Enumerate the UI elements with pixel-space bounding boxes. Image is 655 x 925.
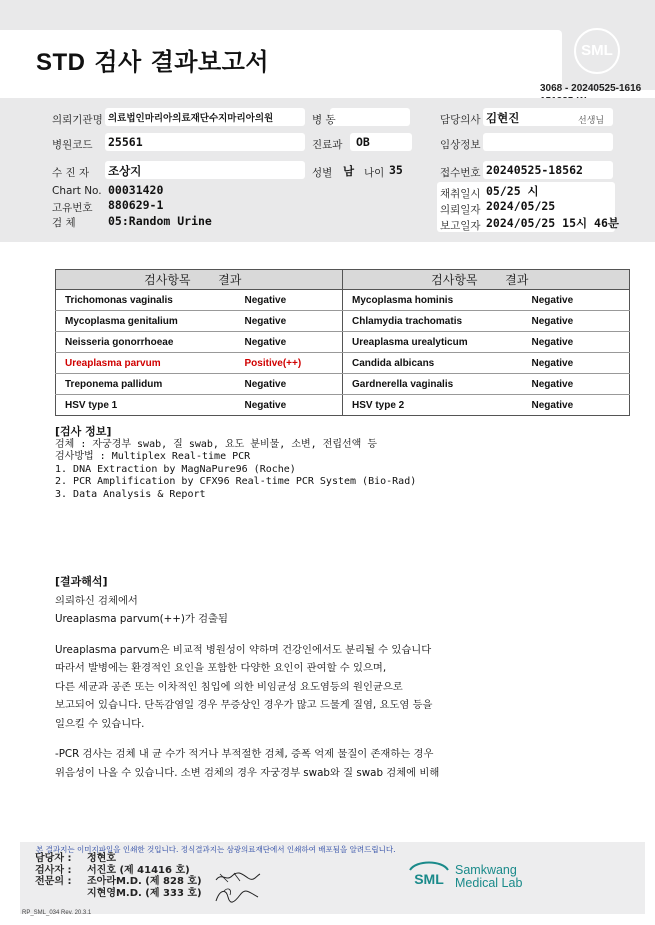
table-row xyxy=(56,290,630,311)
report-title xyxy=(36,42,269,77)
test-result-positive: Positive(++) xyxy=(236,353,343,374)
col-result-right: 결과 xyxy=(505,273,529,287)
interp-line: Ureaplasma parvum은 비교적 병원성이 약하며 건강인에서도 분리될 수 있습니다 xyxy=(55,643,432,656)
title-main: 검사 결과보고서 xyxy=(85,48,269,76)
test-result: Negative xyxy=(523,290,630,311)
sex-value: 남 xyxy=(343,164,355,178)
test-result: Negative xyxy=(236,374,343,395)
receipt-value: 20240525-18562 xyxy=(486,163,583,177)
test-result: Negative xyxy=(523,395,630,416)
test-result: Negative xyxy=(523,311,630,332)
test-name: Candida albicans xyxy=(343,353,523,374)
test-info-line: 검체 : 자궁경부 swab, 질 swab, 요도 분비물, 소변, 전립선액 등 xyxy=(55,438,378,450)
hosp-code-label: 병원코드 xyxy=(52,139,93,151)
test-name: Neisseria gonorrhoeae xyxy=(56,332,236,353)
clinical-label: 임상정보 xyxy=(440,139,481,151)
lab-name-line-1: Samkwang xyxy=(455,863,517,877)
lab-name xyxy=(455,864,522,890)
paragraph-gap xyxy=(55,629,635,641)
staff-name: 조아라M.D. (제 828 호) xyxy=(87,876,202,887)
dept-label: 진료과 xyxy=(312,139,343,151)
svg-text:SML: SML xyxy=(414,871,444,887)
staff-role: 검사자 : xyxy=(35,864,72,876)
specimen-label: 검 체 xyxy=(52,217,76,229)
test-result: Negative xyxy=(236,290,343,311)
table-row xyxy=(56,395,630,416)
test-info-line: 2. PCR Amplification by CFX96 Real-time PCR System (Bio-Rad) xyxy=(55,476,417,487)
test-info-line: 검사방법 : Multiplex Real-time PCR xyxy=(55,451,251,462)
table-header-left xyxy=(56,270,343,290)
sml-logo-icon xyxy=(406,860,452,888)
report-label: 보고일자 xyxy=(440,220,481,232)
patient-label: 수 진 자 xyxy=(52,167,90,179)
hosp-code-value: 25561 xyxy=(108,135,143,149)
col-result-left: 결과 xyxy=(218,273,242,287)
table-row xyxy=(56,332,630,353)
interp-line: 따라서 발병에는 환경적인 요인을 포함한 다양한 요인이 관여할 수 있으며, xyxy=(55,662,387,674)
footer-notice: 본 결과지는 이미지파일을 인쇄한 것입니다. 정식결과지는 삼광의료재단에서 인쇄하여 배포됨을 알려드립니다. xyxy=(36,845,396,854)
form-number: RP_SML_034 Rev. 20.3.1 xyxy=(22,910,92,916)
request-value: 2024/05/25 xyxy=(486,199,556,213)
test-name: Trichomonas vaginalis xyxy=(56,290,236,311)
doc-no-line-1: 3068 - 20240525-1616 xyxy=(540,83,642,94)
specimen-value: 05:Random Urine xyxy=(108,214,212,228)
test-info-heading: [검사 정보] xyxy=(55,425,112,438)
interp-line: 일으킬 수 있습니다. xyxy=(55,717,145,730)
staff-row xyxy=(35,876,202,888)
test-name: HSV type 2 xyxy=(343,395,523,416)
table-row xyxy=(56,353,630,374)
staff-row xyxy=(35,888,202,900)
dept-value: OB xyxy=(356,135,370,149)
lab-name-line-2: Medical Lab xyxy=(455,876,523,890)
sml-logo-header xyxy=(574,28,620,74)
collect-label: 채취일시 xyxy=(440,188,481,200)
age-value: 35 xyxy=(389,163,403,177)
interp-line: 위음성이 나올 수 있습니다. 소변 검체의 경우 자궁경부 swab와 질 swab 검체에 비해 xyxy=(55,766,440,779)
staff-name: 지현영M.D. (제 333 호) xyxy=(87,887,202,899)
report-value: 2024/05/25 15시 46분 xyxy=(486,216,619,230)
test-result: Negative xyxy=(236,332,343,353)
results-table xyxy=(55,269,630,416)
col-item-left: 검사항목 xyxy=(144,273,191,287)
staff-role: 전문의 : xyxy=(35,876,72,887)
test-result: Negative xyxy=(236,395,343,416)
test-name: Gardnerella vaginalis xyxy=(343,374,523,395)
test-result: Negative xyxy=(523,332,630,353)
hospital-value: 의료법인마리아의료재단수지마리아의원 xyxy=(108,113,274,124)
doctor-suffix: 선생님 xyxy=(578,116,605,126)
chart-label: Chart No. xyxy=(52,185,102,197)
test-name-positive: Ureaplasma parvum xyxy=(56,353,236,374)
test-name: Mycoplasma genitalium xyxy=(56,311,236,332)
age-label: 나이 xyxy=(364,167,385,179)
receipt-label: 접수번호 xyxy=(440,167,481,179)
staff-list xyxy=(35,853,202,899)
interp-line: 다른 세균과 공존 또는 이차적인 침입에 의한 비임균성 요도염등의 원인균으로 xyxy=(55,680,403,693)
interpretation-heading: [결과해석] xyxy=(55,575,108,588)
test-info-line: 3. Data Analysis & Report xyxy=(55,488,206,500)
sml-logo-text: SML xyxy=(581,42,613,59)
clinical-box xyxy=(483,133,613,151)
interp-line: 보고되어 있습니다. 단독감염일 경우 무증상인 경우가 많고 드물게 질염, 요도염 등을 xyxy=(55,699,433,711)
test-info-line: 1. DNA Extraction by MagNaPure96 (Roche) xyxy=(55,463,296,475)
chart-value: 00031420 xyxy=(108,183,164,197)
staff-row xyxy=(35,865,202,877)
interp-line: 의뢰하신 검체에서 xyxy=(55,594,138,607)
collect-value: 05/25 시 xyxy=(486,184,539,198)
col-item-right: 검사항목 xyxy=(431,273,478,287)
test-result: Negative xyxy=(523,374,630,395)
sex-label: 성별 xyxy=(312,167,333,179)
test-name: Mycoplasma hominis xyxy=(343,290,523,311)
test-name: HSV type 1 xyxy=(56,395,236,416)
ward-box xyxy=(330,108,410,126)
test-name: Treponema pallidum xyxy=(56,374,236,395)
staff-role: 담당자 : xyxy=(35,853,72,864)
hospital-label: 의뢰기관명 xyxy=(52,114,103,126)
title-prefix: STD xyxy=(36,49,86,76)
test-name: Ureaplasma urealyticum xyxy=(343,332,523,353)
test-result: Negative xyxy=(236,311,343,332)
interp-line: Ureaplasma parvum(++)가 검출됨 xyxy=(55,613,228,625)
signature-2 xyxy=(214,885,262,905)
table-row xyxy=(56,311,630,332)
interp-line: -PCR 검사는 검체 내 균 수가 적거나 부적절한 검체, 증폭 억제 물질이 존재하는 경우 xyxy=(55,748,434,760)
interpretation-section xyxy=(55,573,635,782)
unique-value: 880629-1 xyxy=(108,198,164,212)
table-row xyxy=(56,374,630,395)
unique-label: 고유번호 xyxy=(52,202,93,214)
test-info-section xyxy=(55,426,416,501)
test-result: Negative xyxy=(523,353,630,374)
test-name: Chlamydia trachomatis xyxy=(343,311,523,332)
doctor-label: 담당의사 xyxy=(440,114,481,126)
doctor-value: 김현진 xyxy=(486,111,520,125)
patient-value: 조상지 xyxy=(108,164,142,178)
table-header-right xyxy=(343,270,630,290)
request-label: 의뢰일자 xyxy=(440,204,481,216)
staff-name: 정현호 xyxy=(87,853,116,864)
signature-1 xyxy=(214,870,262,884)
staff-row xyxy=(35,853,202,865)
paragraph-gap xyxy=(55,733,635,745)
staff-name: 서진호 (제 41416 호) xyxy=(87,864,190,876)
ward-label: 병 동 xyxy=(312,114,336,126)
